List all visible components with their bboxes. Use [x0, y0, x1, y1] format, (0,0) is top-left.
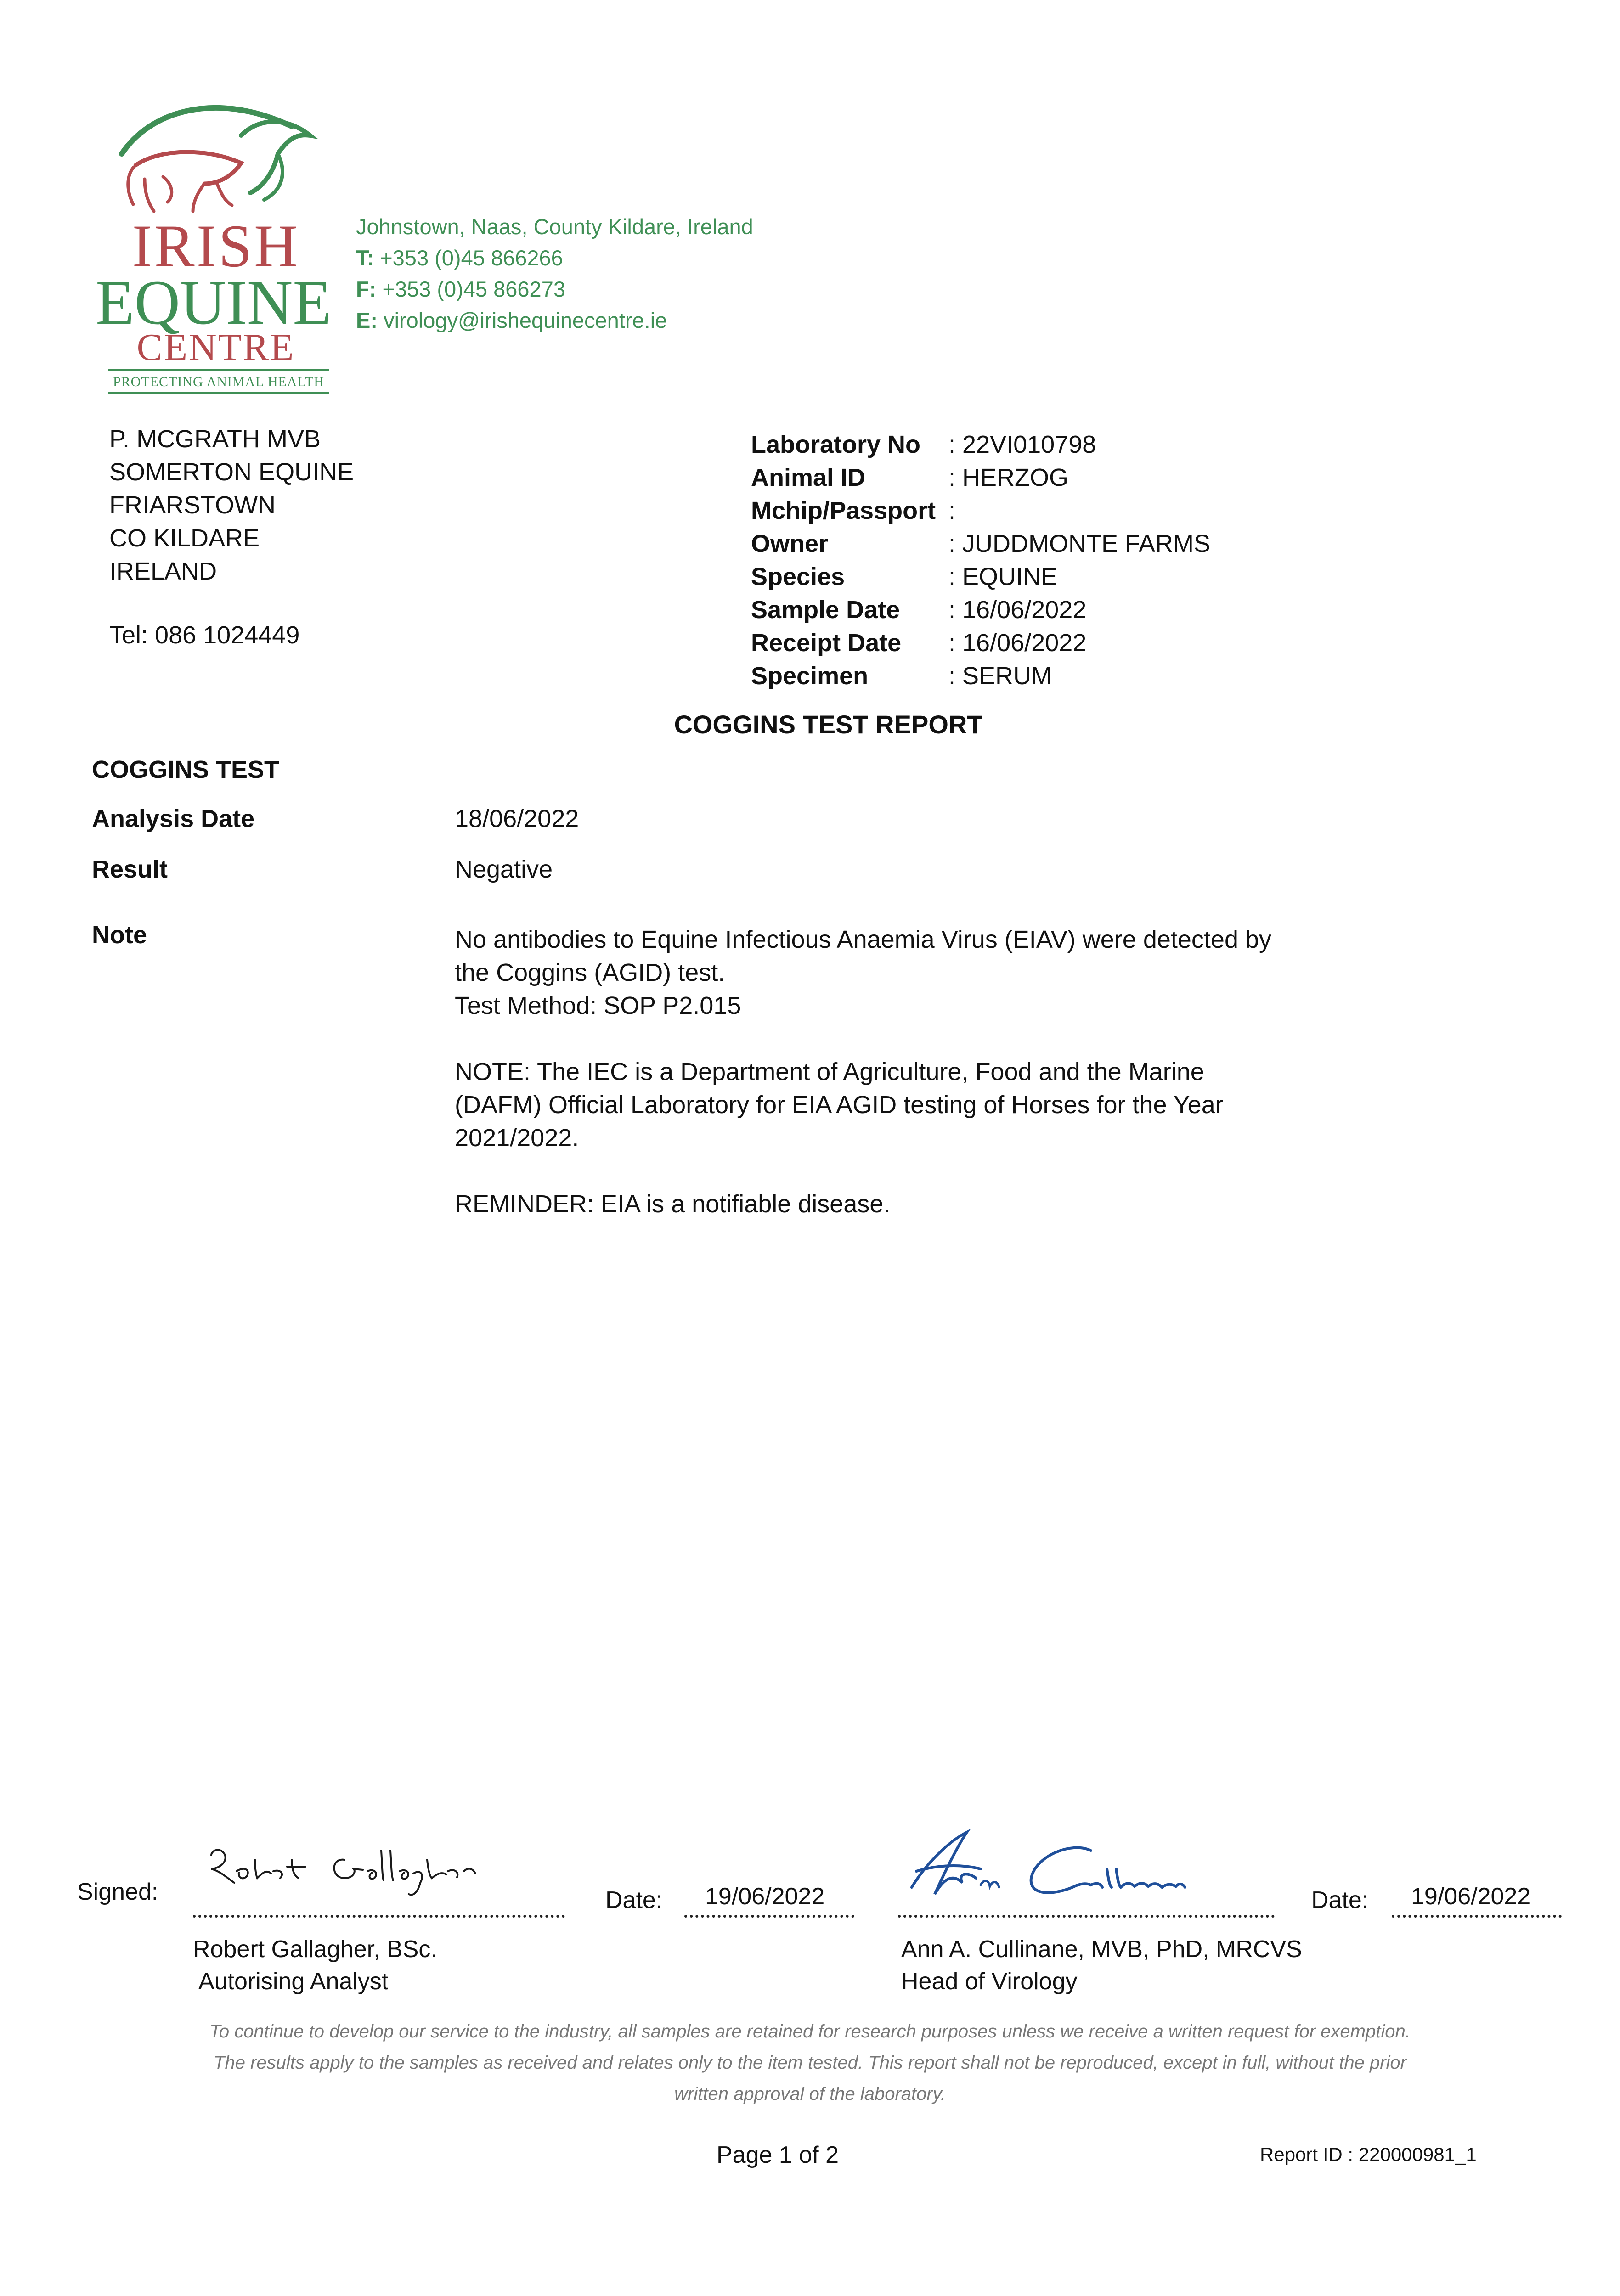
note-body — [455, 923, 1327, 1221]
address-line: SOMERTON EQUINE — [109, 458, 354, 486]
note-label: Note — [92, 921, 147, 949]
sample-info — [751, 428, 1210, 692]
date-label: Date: — [1311, 1887, 1369, 1913]
contact-address: Johnstown, Naas, County Kildare, Ireland — [356, 214, 753, 239]
disclaimer-line: To continue to develop our service to the industry, all samples are retained for research purposes unless we receive a written request for exemption. — [209, 2021, 1411, 2042]
logo — [94, 85, 333, 397]
signature-ann-cullinane — [898, 1818, 1261, 1906]
contact-fax: F: +353 (0)45 866273 — [356, 277, 565, 301]
logo-divider — [108, 369, 329, 371]
address-line: FRIARSTOWN — [109, 491, 276, 519]
report-id: Report ID : 220000981_1 — [1260, 2144, 1477, 2165]
info-row: Species : EQUINE — [751, 563, 1058, 591]
analysis-date-label: Analysis Date — [92, 805, 255, 833]
signature-line — [193, 1915, 565, 1918]
address-line: CO KILDARE — [109, 524, 260, 552]
signature-line — [898, 1915, 1275, 1918]
sig1-name-block — [193, 1933, 437, 1998]
contact-block — [356, 211, 753, 336]
sig1-date-value: 19/06/2022 — [705, 1883, 825, 1910]
recipient-address — [109, 422, 354, 588]
test-heading: COGGINS TEST — [92, 756, 280, 783]
note-paragraph: NOTE: The IEC is a Department of Agriculture, Food and the Marine (DAFM) Official Laboratory for EIA AGID testing of Horses for the Year 2021/2022. — [455, 1058, 1224, 1152]
address-line: P. MCGRATH MVB — [109, 425, 321, 453]
disclaimer-line: The results apply to the samples as received and relates only to the item tested. This report shall not be reproduced, except in full, without the prior — [214, 2053, 1406, 2073]
sig2-name-block — [901, 1933, 1302, 1998]
info-row: Owner : JUDDMONTE FARMS — [751, 530, 1211, 557]
date-line — [1392, 1915, 1562, 1918]
logo-divider — [108, 392, 329, 394]
logo-equine: EQUINE — [96, 267, 332, 338]
recipient-tel: Tel: 086 1024449 — [109, 621, 300, 649]
date-label: Date: — [605, 1887, 663, 1913]
sig1-name: Robert Gallagher, BSc. — [193, 1936, 437, 1963]
signed-label: Signed: — [77, 1879, 158, 1905]
reminder: REMINDER: EIA is a notifiable disease. — [455, 1190, 891, 1218]
sig2-date: 19/06/2022 — [1411, 1883, 1531, 1910]
disclaimer — [138, 2016, 1482, 2110]
result-label: Result — [92, 855, 168, 883]
address-line: IRELAND — [109, 557, 217, 585]
analysis-date-value: 18/06/2022 — [455, 805, 579, 833]
info-row: Mchip/Passport : — [751, 497, 956, 524]
result-value: Negative — [455, 855, 553, 883]
info-row: Sample Date : 16/06/2022 — [751, 596, 1087, 624]
logo-tagline: PROTECTING ANIMAL HEALTH — [113, 374, 325, 389]
signature-robert-gallagher — [193, 1832, 496, 1896]
info-row: Laboratory No : 22VI010798 — [751, 431, 1096, 458]
date-line — [684, 1915, 854, 1918]
horse-logo-icon — [94, 85, 333, 223]
report-title: COGGINS TEST REPORT — [674, 710, 983, 739]
contact-email: E: virology@irishequinecentre.ie — [356, 308, 667, 332]
page-number: Page 1 of 2 — [717, 2142, 839, 2168]
contact-phone: T: +353 (0)45 866266 — [356, 246, 563, 270]
info-row: Specimen : SERUM — [751, 662, 1052, 690]
logo-irish: IRISH — [132, 212, 300, 280]
sig2-title: Head of Virology — [901, 1968, 1078, 1995]
info-row: Receipt Date : 16/06/2022 — [751, 629, 1087, 657]
disclaimer-line: written approval of the laboratory. — [674, 2084, 946, 2104]
sig1-title: Autorising Analyst — [198, 1968, 389, 1995]
sig2-name: Ann A. Cullinane, MVB, PhD, MRCVS — [901, 1936, 1302, 1963]
note-paragraph: No antibodies to Equine Infectious Anaemia Virus (EIAV) were detected by the Coggins (AGID) test. Test Method: SOP P2.015 — [455, 926, 1272, 1019]
info-row: Animal ID : HERZOG — [751, 464, 1069, 491]
logo-centre: CENTRE — [136, 326, 295, 369]
